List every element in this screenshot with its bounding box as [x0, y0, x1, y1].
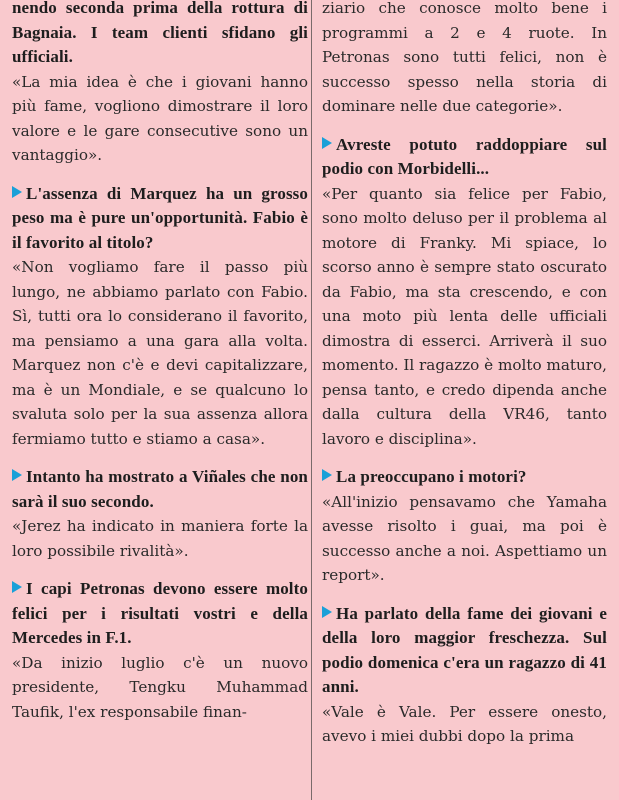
answer: «Da inizio luglio c'è un nuovo presidente, Tengku Muhammad Taufik, l'ex responsabile finan-: [12, 653, 308, 721]
question: [322, 465, 607, 490]
question-text: Ha parlato della fame dei giovani e della loro maggior freschezza. Sul podio domenica c'era un ragazzo di 41 anni.: [322, 603, 607, 696]
question-continued: nendo seconda prima della rottura di Bagnaia. I team clienti sfidano gli ufficiali.: [12, 0, 308, 66]
answer: «All'inizio pensavamo che Yamaha avesse risolto i guai, ma poi è successo anche a noi. Aspettiamo un report».: [322, 492, 607, 584]
triangle-right-icon: [12, 581, 22, 593]
answer: «Vale è Vale. Per essere onesto, avevo i miei dubbi dopo la prima: [322, 702, 607, 745]
triangle-right-icon: [12, 469, 22, 481]
question-text: Avreste potuto raddoppiare sul podio con Morbidelli...: [322, 134, 607, 178]
question-text: I capi Petronas devono essere molto felici per i risultati vostri e della Mercedes in F.1.: [12, 579, 308, 647]
question: [12, 182, 308, 256]
answer: «La mia idea è che i giovani hanno più fame, vogliono dimostrare il loro valore e le gare consecutive sono un vantaggio».: [12, 72, 308, 164]
question-text: La preoccupano i motori?: [336, 467, 527, 486]
answer: «Per quanto sia felice per Fabio, sono molto deluso per il problema al motore di Franky. Mi spiace, lo scorso anno è sempre stato oscurato da Fabio, ma sta crescendo, e con una moto più lenta delle ufficiali dimostra di esserci. Arriverà il suo momento. Il ragazzo è molto maturo, pensa tanto, e credo dipenda anche dalla cultura della VR46, tanto lavoro e disciplina».: [322, 184, 607, 448]
question: [12, 577, 308, 651]
triangle-right-icon: [12, 186, 22, 198]
triangle-right-icon: [322, 469, 332, 481]
answer-continued: ziario che conosce molto bene i programmi a 2 e 4 ruote. In Petronas sono tutti felici, non è successo spesso nella storia di dominare nelle due categorie».: [322, 0, 607, 115]
left-column: [12, 0, 308, 724]
question: [322, 133, 607, 182]
right-column: [322, 0, 607, 749]
question-text: L'assenza di Marquez ha un grosso peso ma è pure un'opportunità. Fabio è il favorito al titolo?: [12, 183, 308, 252]
column-divider: [311, 0, 312, 800]
question: [12, 465, 308, 514]
triangle-right-icon: [322, 606, 332, 618]
answer: «Jerez ha indicato in maniera forte la loro possibile rivalità».: [12, 517, 308, 560]
question: [322, 602, 607, 700]
answer: «Non vogliamo fare il passo più lungo, ne abbiamo parlato con Fabio. Sì, tutti ora lo considerano il favorito, ma pensiamo a una gara alla volta. Marquez non c'è e devi capitalizzare, ma è un Mondiale, e se qualcuno lo svaluta solo per la sua assenza allora fermiamo tutto e stiamo a casa».: [12, 258, 308, 448]
question-text: Intanto ha mostrato a Viñales che non sarà il suo secondo.: [12, 467, 308, 511]
triangle-right-icon: [322, 137, 332, 149]
